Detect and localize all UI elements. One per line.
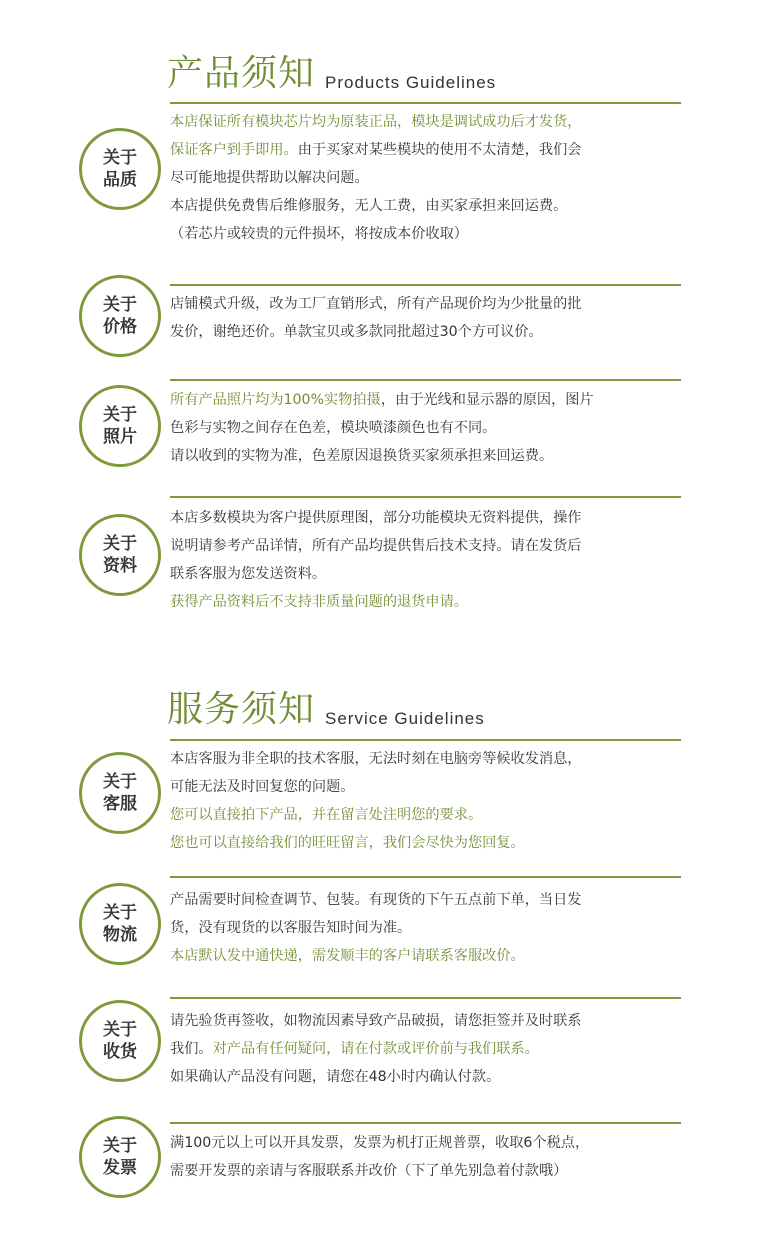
- badge-label-bottom: 物流: [103, 925, 137, 945]
- badge-label-bottom: 资料: [103, 556, 137, 576]
- badge-label-top: 关于: [103, 772, 137, 792]
- badge-quality: [79, 128, 161, 210]
- highlight-text: 所有产品照片均为100%实物拍摄: [170, 392, 381, 408]
- badge-label-top: 关于: [103, 534, 137, 554]
- products-title: 产品须知: [167, 53, 316, 94]
- text-line: [170, 773, 685, 801]
- divider: [170, 496, 681, 498]
- body-text: 货，没有现货的以客服告知时间为准。: [170, 920, 412, 936]
- products-subtitle: Products Guidelines: [325, 73, 497, 92]
- badge-label-bottom: 价格: [103, 317, 137, 337]
- body-text: 店铺模式升级，改为工厂直销形式，所有产品现价均为少批量的批: [170, 296, 582, 312]
- highlight-text: 本店保证所有模块芯片均为原装正品，模块是调试成功后才发货，: [170, 114, 582, 130]
- services-section-header: [167, 688, 485, 732]
- text-line: [170, 942, 685, 970]
- text-line: [170, 108, 685, 136]
- text-line: [170, 914, 685, 942]
- services-title-rule: [170, 739, 681, 741]
- badge-price: [79, 275, 161, 357]
- body-text: 请先验货再签收，如物流因素导致产品破损，请您拒签并及时联系: [170, 1013, 582, 1029]
- divider: [170, 1122, 681, 1124]
- text-line: [170, 1007, 685, 1035]
- highlight-text: 您可以直接拍下产品，并在留言处注明您的要求。: [170, 807, 483, 823]
- text-line: [170, 220, 685, 248]
- body-text: 色彩与实物之间存在色差，模块喷漆颜色也有不同。: [170, 420, 497, 436]
- body-text: 需要开发票的亲请与客服联系并改价（下了单先别急着付款哦）: [170, 1163, 568, 1179]
- badge-label-top: 关于: [103, 405, 137, 425]
- body-text: 如果确认产品没有问题，请您在48小时内确认付款。: [170, 1069, 501, 1085]
- badge-logistics: [79, 883, 161, 965]
- badge-photos: [79, 385, 161, 467]
- badge-label-bottom: 收货: [103, 1042, 137, 1062]
- highlight-text: 获得产品资料后不支持非质量问题的退货申请。: [170, 594, 468, 610]
- services-subtitle: Service Guidelines: [325, 709, 485, 728]
- badge-label-top: 关于: [103, 295, 137, 315]
- text-line: [170, 136, 685, 164]
- customer-service-text: [170, 745, 685, 857]
- badge-customer-service: [79, 752, 161, 834]
- highlight-text: 保证客户到手即用。: [170, 142, 298, 158]
- badge-label-top: 关于: [103, 903, 137, 923]
- text-line: [170, 414, 685, 442]
- body-text: 请以收到的实物为准，色差原因退换货买家须承担来回运费。: [170, 448, 554, 464]
- badge-label-top: 关于: [103, 1136, 137, 1156]
- body-text: 本店提供免费售后维修服务，无人工费，由买家承担来回运费。: [170, 198, 568, 214]
- body-text: 由于买家对某些模块的使用不太清楚，我们会: [297, 142, 582, 158]
- badge-label-bottom: 品质: [103, 170, 137, 190]
- invoice-text: [170, 1129, 685, 1185]
- text-line: [170, 504, 685, 532]
- text-line: [170, 560, 685, 588]
- body-text: ，由于光线和显示器的原因，图片: [380, 392, 594, 408]
- badge-label-bottom: 客服: [103, 794, 137, 814]
- badge-invoice: [79, 1116, 161, 1198]
- badge-label-top: 关于: [103, 148, 137, 168]
- text-line: [170, 164, 685, 192]
- badge-label-bottom: 发票: [103, 1158, 137, 1178]
- text-line: [170, 192, 685, 220]
- badge-documents: [79, 514, 161, 596]
- badge-receiving: [79, 1000, 161, 1082]
- body-text: 联系客服为您发送资料。: [170, 566, 327, 582]
- text-line: [170, 442, 685, 470]
- body-text: 满100元以上可以开具发票，发票为机打正规普票，收取6个税点，: [170, 1135, 590, 1151]
- body-text: 本店多数模块为客户提供原理图，部分功能模块无资料提供，操作: [170, 510, 582, 526]
- highlight-text: 本店默认发中通快递，需发顺丰的客户请联系客服改价。: [170, 948, 525, 964]
- body-text: 发价，谢绝还价。单款宝贝或多款同批超过30个方可议价。: [170, 324, 543, 340]
- body-text: 可能无法及时回复您的问题。: [170, 779, 355, 795]
- text-line: [170, 318, 685, 346]
- body-text: 我们。: [170, 1041, 213, 1057]
- text-line: [170, 532, 685, 560]
- text-line: [170, 386, 685, 414]
- price-text: [170, 290, 685, 346]
- text-line: [170, 290, 685, 318]
- body-text: 说明请参考产品详情，所有产品均提供售后技术支持。请在发货后: [170, 538, 582, 554]
- text-line: [170, 801, 685, 829]
- text-line: [170, 588, 685, 616]
- logistics-text: [170, 886, 685, 970]
- divider: [170, 284, 681, 286]
- services-title: 服务须知: [167, 689, 316, 730]
- text-line: [170, 745, 685, 773]
- divider: [170, 876, 681, 878]
- body-text: 尽可能地提供帮助以解决问题。: [170, 170, 369, 186]
- receiving-text: [170, 1007, 685, 1091]
- highlight-text: 您也可以直接给我们的旺旺留言，我们会尽快为您回复。: [170, 835, 525, 851]
- text-line: [170, 1035, 685, 1063]
- text-line: [170, 1129, 685, 1157]
- products-title-rule: [170, 102, 681, 104]
- quality-text: [170, 108, 685, 248]
- badge-label-bottom: 照片: [103, 427, 137, 447]
- body-text: （若芯片或较贵的元件损坏，将按成本价收取）: [170, 226, 468, 242]
- photos-text: [170, 386, 685, 470]
- products-section-header: [167, 52, 496, 96]
- badge-label-top: 关于: [103, 1020, 137, 1040]
- text-line: [170, 829, 685, 857]
- body-text: 产品需要时间检查调节、包装。有现货的下午五点前下单，当日发: [170, 892, 582, 908]
- divider: [170, 997, 681, 999]
- text-line: [170, 1157, 685, 1185]
- text-line: [170, 886, 685, 914]
- documents-text: [170, 504, 685, 616]
- highlight-text: 对产品有任何疑问，请在付款或评价前与我们联系。: [212, 1041, 539, 1057]
- body-text: 本店客服为非全职的技术客服，无法时刻在电脑旁等候收发消息，: [170, 751, 582, 767]
- text-line: [170, 1063, 685, 1091]
- divider: [170, 379, 681, 381]
